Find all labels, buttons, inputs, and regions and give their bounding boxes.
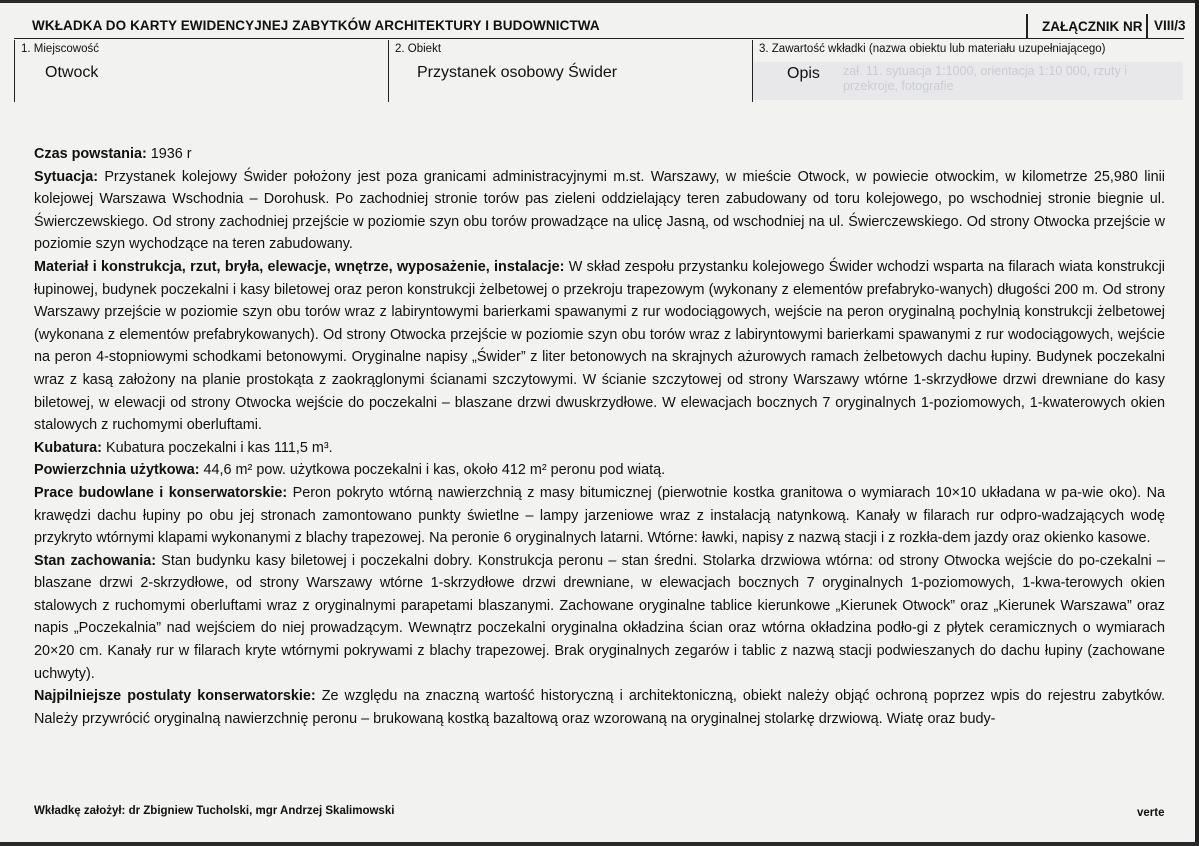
form-header [14, 14, 1184, 39]
section-label: Materiał i konstrukcja, rzut, bryła, elewacje, wnętrze, wyposażenie, instalacje: [34, 258, 565, 275]
object-value: Przystanek osobowy Świder [417, 64, 618, 81]
section-text: Stan budynku kasy biletowej i poczekalni dobry. Konstrukcja peronu – stan średni. Stolarka drzwiowa wtórna: od strony Otwocka wejście do po-czekalni – blaszane drzwi 2-skrzydłowe, od strony Warszawy wtórne 1-skrzydłowe drzwi drewniane, w elewacjach bocznych 7 oryginalnych 1-poziomowych, 1-kwa-terowych okien stalowych z ruchomymi oberluftami wraz z oryginalnymi parapetami blaszanymi. Zachowane oryginalne tablice kierunkowe „Kierunek Otwock” oraz „Kierunek Warszawa” oraz napis „Poczekalnia” nad wejściem do niej prowadzącym. Wewnątrz poczekalni oryginalna okładzina ścian oraz wtórna okładzina podło-gi z płytek ceramicznych o wymiarach 20×20 cm. Kanały rur w filarach kryte wtórnymi pokrywami z blachy trapezowej. Brak oryginalnych zegarów i tablic z nazwą stacji podwieszanych do dachu łupiny (zachowane uchwyty). [34, 552, 1165, 682]
annex-label: ZAŁĄCZNIK NR [1042, 18, 1143, 34]
object-label: 2. Obiekt [395, 43, 442, 55]
section-text: Przystanek kolejowy Świder położony jest poza granicami administracyjnymi m.st. Warszawy, w mieście Otwock, w powiecie otwockim, w kilometrze 25,980 linii kolejowej Warszawa Wschodnia – Dorohusk. Po zachodniej stronie torów pas zieleni oddzielający teren zabudowany od toru kolejowego, po wschodniej stronie biegnie ul. Świerczewskiego. Od strony zachodniej przejście w poziomie szyn obu torów prowadzące na ulicę Jasną, od wschodniej na ul. Świerczewskiego. Od strony Otwocka przejście w poziomie szyn wychodzące na teren zabudowany. [34, 168, 1165, 253]
section-cubature [34, 437, 1165, 460]
section-label: Najpilniejsze postulaty konserwatorskie: [34, 688, 316, 705]
section-text: Ze względu na znaczną wartość historyczną i architektoniczną, obiekt należy objąć ochroną poprzez wpis do rejestru zabytków. Należy przywrócić oryginalną nawierzchnię peronu – brukowaną kostką bazaltową oraz wzorowaną na oryginalnej stolarkę drzwiową. Wiatę oraz budy- [34, 688, 1165, 727]
section-label: Stan zachowania: [34, 552, 157, 569]
section-label: Czas powstania: [34, 146, 147, 162]
section-text: 1936 r [146, 146, 192, 162]
field-contents [752, 40, 1183, 102]
section-situation [34, 166, 1165, 256]
section-material-construction [34, 256, 1165, 437]
contents-faded-text: zał. 11. sytuacja 1:1000, orientacja 1:10 000, rzuty i przekroje, fotografie [843, 64, 1127, 93]
section-condition [34, 550, 1165, 686]
field-locality [14, 40, 387, 102]
annex-number: VIII/3 [1146, 14, 1186, 38]
scan-edge-top [0, 0, 1199, 3]
field-object [388, 40, 751, 102]
scan-edge-bottom [0, 842, 1199, 846]
section-text: 44,6 m² pow. użytkowa poczekalni i kas, około 412 m² peronu pod wiatą. [199, 462, 666, 479]
section-text: Kubatura poczekalni i kas 111,5 m³. [101, 439, 333, 456]
locality-value: Otwock [45, 64, 99, 81]
form-fields [14, 40, 1184, 102]
section-usable-area [34, 459, 1165, 482]
contents-value: Opis [787, 65, 820, 82]
description-body [34, 143, 1165, 730]
section-label: Powierzchnia użytkowa: [34, 462, 200, 479]
section-postulates [34, 685, 1165, 730]
section-construction-date [34, 143, 1165, 166]
form-title: WKŁADKA DO KARTY EWIDENCYJNEJ ZABYTKÓW ARCHITEKTURY I BUDOWNICTWA [32, 18, 600, 33]
locality-label: 1. Miejscowość [21, 43, 99, 55]
section-label: Sytuacja: [34, 168, 98, 185]
annex-box [1026, 14, 1188, 38]
scan-edge-right [1195, 0, 1199, 846]
contents-label: 3. Zawartość wkładki (nazwa obiektu lub materiału uzupełniającego) [759, 43, 1106, 55]
section-label: Prace budowlane i konserwatorskie: [34, 484, 288, 501]
section-text: Peron pokryto wtórną nawierzchnią z masy bitumicznej (pierwotnie kostka granitowa o wymiarach 10×10 układana w pa-wie oko). Na krawędzi dachu łupiny po obu jej stronach zamontowano punkty świetlne – lampy jarzeniowe wraz z instalacją natynkową. Kanały w filarach rur odpro-wadzających wodę przykryto wtórnymi klapami wykonanymi z blachy trapezowej. Na peronie 6 oryginalnych latarni. Wtórne: ławki, napisy z nazwą stacji i z rozkła-dem jazdy oraz okienko kasowe. [34, 484, 1166, 547]
section-text: W skład zespołu przystanku kolejowego Świder wchodzi wsparta na filarach wiata konstrukcji łupinowej, budynek poczekalni i kasy biletowej oraz peron konstrukcji żelbetowej o przekroju trapezowym (wykonany z elementów prefabryko-wanych) długości 200 m. Od strony Warszawy przejście w poziomie szyn obu torów wraz z labiryntowymi barierkami spawanymi z rur wodociągowych, wejście na peron oryginalną pochylnią konstrukcji żelbetowej (wykonana z elementów prefabrykowanych). Od strony Otwocka przejście w poziomie szyn obu torów wraz z labiryntowymi barierkami spawanymi z rur wodociągowych, wejście na peron 4-stopniowymi schodkami betonowymi. Oryginalne napisy „Świder” z liter betonowych na skrajnych ażurowych ramach żelbetowych dachu łupiny. Budynek poczekalni wraz z kasą założony na planie prostokąta z zaokrąglonymi ścianami szczytowymi. W ścianie szczytowej od strony Warszawy wtórne 1-skrzydłowe drzwi drewniane do kasy biletowej, w elewacji od strony Otwocka wejście do poczekalni – blaszane drzwi dwuskrzydłowe. W elewacjach bocznych 7 oryginalnych 1-poziomowych, 1-kwaterowych okien stalowych z ruchomymi oberluftami. [34, 258, 1166, 434]
section-label: Kubatura: [34, 439, 102, 456]
section-works [34, 482, 1165, 550]
author-line: Wkładkę założył: dr Zbigniew Tucholski, mgr Andrzej Skalimowski [34, 805, 395, 817]
verso-label: verte [1137, 807, 1165, 819]
